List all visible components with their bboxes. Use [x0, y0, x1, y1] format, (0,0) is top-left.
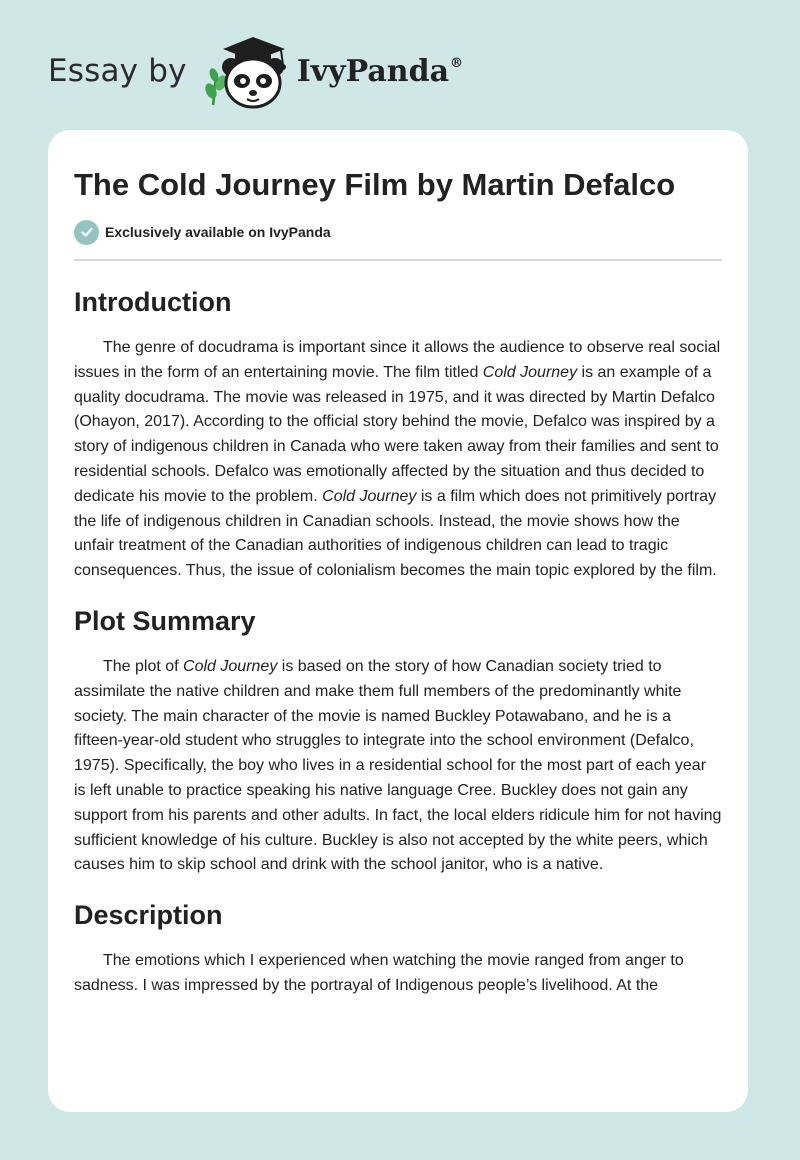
panda-logo-icon: [201, 31, 293, 111]
paragraph: The genre of docudrama is important since it allows the audience to observe real social issues in the form of an entertaining movie. The film titled Cold Journey is an example of a quality docudrama. The movie was released in 1975, and it was directed by Martin Defalco (Ohayon, 2017). According to the official story behind the movie, Defalco was inspired by a story of indigenous children in Canada who were taken away from their families and sent to residential schools. Defalco was emotionally affected by the situation and thus decided to dedicate his movie to the problem. Cold Journey is a film which does not primitively portray the life of indigenous children in Canadian schools. Instead, the movie shows how the unfair treatment of the Canadian authorities of indigenous children can lead to tragic consequences. Thus, the issue of colonialism becomes the main topic explored by the film.: [74, 339, 721, 580]
exclusive-label: Exclusively available on IvyPanda: [105, 224, 331, 240]
brand-name: IvyPanda®: [296, 53, 464, 89]
check-icon: [74, 220, 99, 245]
page-title: The Cold Journey Film by Martin Defalco: [74, 167, 676, 202]
section-heading: Plot Summary: [74, 605, 256, 636]
section-heading: Introduction: [74, 287, 232, 317]
section-description: [74, 898, 722, 999]
article-card: [48, 130, 748, 1112]
section-heading: Description: [74, 900, 223, 931]
paragraph: The emotions which I experienced when watching the movie ranged from anger to sadness. I was impressed by the portrayal of Indigenous people’s livelihood. At the: [74, 952, 684, 994]
section-introduction: [74, 285, 722, 584]
essay-by-label: Essay by: [48, 53, 187, 89]
paragraph: The plot of Cold Journey is based on the story of how Canadian society tried to assimilate the native children and make them full members of the predominantly white society. The main character of the movie is named Buckley Potawabano, and he is a fifteen-year-old student who struggles to integrate into the school environment (Defalco, 1975). Specifically, the boy who lives in a residential school for the most part of each year is left unable to practice speaking his native language Cree. Buckley does not gain any support from his parents and other adults. In fact, the local elders ridicule him for not having sufficient knowledge of his culture. Buckley is also not accepted by the white peers, which causes him to skip school and drink with the school janitor, who is a native.: [74, 657, 722, 874]
divider: [74, 259, 722, 261]
site-header: [48, 28, 463, 114]
exclusive-badge: [74, 219, 722, 245]
section-plot-summary: [74, 604, 722, 878]
